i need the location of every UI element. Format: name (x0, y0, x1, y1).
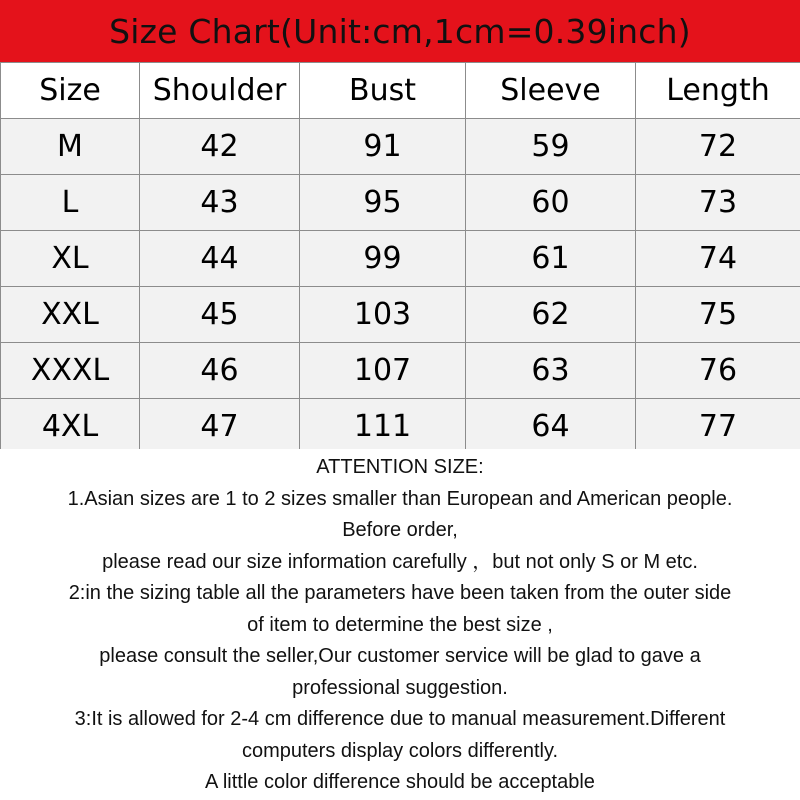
cell-length: 73 (636, 175, 800, 231)
table-row (1, 231, 800, 287)
cell-bust: 103 (300, 287, 466, 343)
notes-heading: ATTENTION SIZE: (316, 456, 484, 478)
cell-size: XXL (1, 287, 140, 343)
cell-bust: 91 (300, 119, 466, 175)
cell-bust: 107 (300, 343, 466, 399)
notes-line: 2:in the sizing table all the parameters have been taken from the outer side (68, 582, 732, 604)
table-row (1, 287, 800, 343)
cell-sleeve: 61 (466, 231, 636, 287)
size-chart-title (0, 0, 800, 62)
cell-size: L (1, 175, 140, 231)
table-row (1, 119, 800, 175)
cell-length: 77 (636, 399, 800, 455)
notes-line: A little color difference should be acceptable (205, 771, 595, 793)
cell-length: 75 (636, 287, 800, 343)
cell-length: 74 (636, 231, 800, 287)
cell-size: XXXL (1, 343, 140, 399)
cell-sleeve: 59 (466, 119, 636, 175)
table-header-row (1, 63, 800, 119)
notes-line: 3:It is allowed for 2-4 cm difference due to manual measurement.Different (74, 708, 726, 730)
cell-length: 76 (636, 343, 800, 399)
header-sleeve: Sleeve (466, 63, 636, 119)
size-chart-title-text: Size Chart(Unit:cm,1cm=0.39inch) (109, 11, 691, 51)
cell-size: 4XL (1, 399, 140, 455)
cell-shoulder: 45 (140, 287, 300, 343)
cell-shoulder: 46 (140, 343, 300, 399)
notes-line: Before order, (342, 519, 458, 541)
cell-length: 72 (636, 119, 800, 175)
cell-sleeve: 63 (466, 343, 636, 399)
cell-shoulder: 43 (140, 175, 300, 231)
notes-line: of item to determine the best size , (247, 613, 553, 636)
table-row (1, 343, 800, 399)
cell-sleeve: 64 (466, 399, 636, 455)
table-row (1, 175, 800, 231)
cell-size: M (1, 119, 140, 175)
header-bust: Bust (300, 63, 466, 119)
header-shoulder: Shoulder (140, 63, 300, 119)
cell-shoulder: 47 (140, 399, 300, 455)
cell-size: XL (1, 231, 140, 287)
cell-sleeve: 62 (466, 287, 636, 343)
header-length: Length (636, 63, 800, 119)
cell-bust: 99 (300, 231, 466, 287)
notes-line: 1.Asian sizes are 1 to 2 sizes smaller than European and American people. (67, 487, 733, 510)
cell-bust: 111 (300, 399, 466, 455)
notes-line: professional suggestion. (292, 676, 508, 699)
header-size: Size (1, 63, 140, 119)
cell-shoulder: 44 (140, 231, 300, 287)
attention-notes (0, 449, 800, 800)
size-table (0, 62, 800, 455)
cell-sleeve: 60 (466, 175, 636, 231)
notes-line: computers display colors differently. (241, 739, 559, 762)
table-row (1, 399, 800, 455)
cell-shoulder: 42 (140, 119, 300, 175)
notes-line: please consult the seller,Our customer service will be glad to gave a (99, 645, 701, 667)
notes-line: please read our size information carefully ，but not only S or M etc. (102, 550, 698, 573)
cell-bust: 95 (300, 175, 466, 231)
